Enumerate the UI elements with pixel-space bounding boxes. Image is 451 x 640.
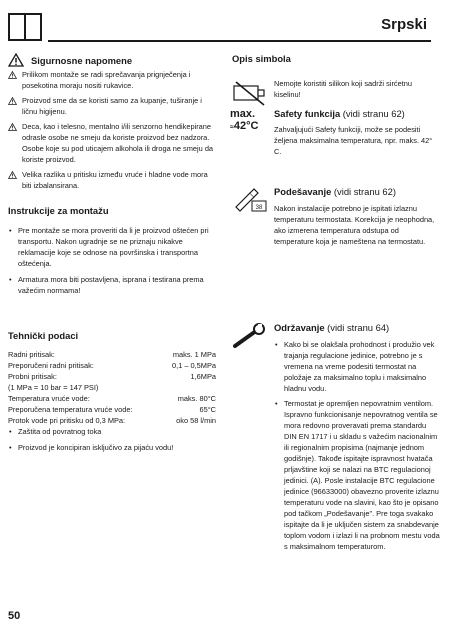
- safety-function-block: Safety funkcija (vidi stranu 62) Zahvaljujući Safety funkciji, može se podesiti željena maksimalna temperatura, npr. maks. 42° C.: [274, 108, 433, 156]
- tech-bullet: • Proizvod je koncipiran isključivo za pijaću vodu!: [8, 442, 216, 453]
- install-title: Instrukcije za montažu: [8, 205, 109, 216]
- install-item: • Pre montaže se mora proveriti da li je proizvod oštećen pri transportu. Nakon ugradnje se ne priznaju nikakve reklamacije koje se odnose na površinska i transportna oštećenja.: [8, 225, 216, 269]
- spec-row: Protok vode pri pritisku od 0,3 MPa: oko 58 l/min: [8, 416, 216, 425]
- spec-row: Preporučeni radni pritisak: 0,1 – 0,5MPa: [8, 361, 216, 370]
- tech-bullet: • Zaštita od povratnog toka: [8, 426, 216, 437]
- tech-section: [8, 330, 216, 453]
- no-silicone-icon: [232, 78, 268, 108]
- warning-icon: [8, 97, 17, 105]
- spec-row: (1 MPa = 10 bar = 147 PSI): [8, 383, 99, 392]
- adjust-block: Podešavanje (vidi stranu 62) Nakon instalacije potrebno je ispitati izlaznu temperaturu termostata. Korekcija je neophodna, ako izmerena temperatura odstupa od temperature koja je namеštena na termostatu.: [274, 186, 435, 246]
- install-section: [8, 205, 216, 296]
- safety-item: Deca, kao i telesno, mentalno i/ili senzorno hendikepirane odrasle osobe ne smeju da koriste proizvod bez nadzora. Osobe koje su pod uticajem alkohola ili droga ne smeju da koriste proizvod.: [8, 121, 216, 165]
- warning-icon: [8, 53, 24, 67]
- tech-title: Tehnički podaci: [8, 330, 79, 341]
- safety-item: Velika razlika u pritisku između vruće i hladne vode mora biti izbalansirana.: [8, 169, 216, 191]
- header-divider: [48, 40, 431, 42]
- wrench-icon: [232, 322, 268, 352]
- maintenance-block: Održavanje (vidi stranu 64) • Kako bi se olakšala prohodnost i produžio vek trajanja regulacione jedinice, potrebno je s vremena na vreme podesiti termostat na položaje za maksimalno toplu i maksimalno hladnu vodu. • Termostat je opremljen nepovratnim ventilom. Ispravno funkcionisanje nepovratnog ventila se mora redovno proveravati prema standardu DIN EN 1717 i u skladu s važećim nacionalnim ili regionalnim propisima (najmanje jednom godišnje). Takođe ispitajte ispravnost hvatača prljavštine koji se nalazi na BTC regulacionoj jedinici. (A). Posle instalacije BTC regulacione jedinice (96633000) obavezno proverite izlaznu temperaturu vode na slavini, kao što je opisano pod tačkom „Podešavanje". Pre toga svakako ispitajte da li je uključen sistem za snabdevanje toplom vodom i izlazi li na probnom mestu voda s maksimalnom temperaturom.: [274, 322, 440, 552]
- safety-title: Sigurnosne napomene: [31, 54, 133, 66]
- spec-row: Radni pritisak: maks. 1 MPa: [8, 350, 216, 359]
- spec-row: Preporučena temperatura vruće vode: 65°C: [8, 405, 216, 414]
- page-title: Srpski: [381, 16, 427, 33]
- warning-icon: [8, 71, 17, 79]
- warning-icon: [8, 171, 17, 179]
- safety-list: [8, 69, 216, 191]
- maintenance-item: • Kako bi se olakšala prohodnost i produžio vek trajanja regulacione jedinice, potrebno je s vremena na vreme podesiti termostat na položaje za maksimalno toplu i maksimalno hladnu vodu.: [274, 339, 440, 394]
- install-item: • Armatura mora biti postavljena, isprana i testirana prema važećim normama!: [8, 274, 216, 296]
- symbols-section: [232, 53, 440, 64]
- spec-row: Probni pritisak: 1,6MPa: [8, 372, 216, 381]
- svg-text:38: 38: [255, 205, 263, 211]
- maintenance-item: • Termostat je opremljen nepovratnim ventilom. Ispravno funkcionisanje nepovratnog ventila se mora redovno proveravati prema standardu DIN EN 1717 i u skladu s važećim nacionalnim ili regionalnim propisima (najmanje jednom godišnje). Takođe ispitajte ispravnost hvatača prljavštine koji se nalazi na BTC regulacionoj jedinici. (A). Posle instalacije BTC regulacione jedinice (96633000) obavezno proverite izlaznu temperaturu vode na slavini, kao što je opisano pod tačkom „Podešavanje". Pre toga svakako ispitajte da li je uključen sistem za snabdevanje toplom vodom i izlazi li na probnom mestu voda s maksimalnom temperaturom.: [274, 398, 440, 552]
- symbols-title: Opis simbola: [232, 53, 291, 64]
- warning-icon: [8, 123, 17, 131]
- book-icon: [8, 13, 42, 41]
- adjust-icon: [232, 185, 268, 215]
- safety-item: Proizvod sme da se koristi samo za kupanje, tuširanje i ličnu higijenu.: [8, 95, 216, 117]
- max-temp-badge: max. ≈42°C: [230, 108, 259, 132]
- safety-section: [8, 53, 216, 67]
- page-number: 50: [8, 610, 21, 622]
- spec-row: Temperatura vruće vode: maks. 80°C: [8, 394, 216, 403]
- silicone-text: Nemojte koristiti silikon koji sadrži sirćetnu kiselinu!: [274, 79, 413, 99]
- safety-item: Prilikom montaže se radi sprečavanja prignječenja i posekotina moraju nositi rukavice.: [8, 69, 216, 91]
